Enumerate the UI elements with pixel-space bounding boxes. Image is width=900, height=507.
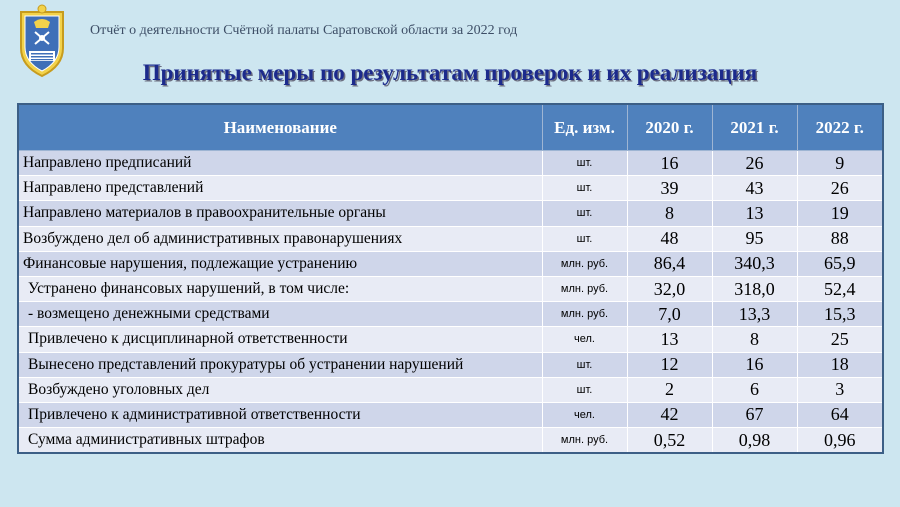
value-2020: 2 <box>627 377 712 402</box>
row-unit: млн. руб. <box>542 276 627 301</box>
table-row <box>18 226 883 251</box>
value-2022: 26 <box>797 176 883 201</box>
row-unit: шт. <box>542 201 627 226</box>
value-2021: 13 <box>712 201 797 226</box>
row-unit: чел. <box>542 327 627 352</box>
value-2022: 25 <box>797 327 883 352</box>
table-row <box>18 251 883 276</box>
row-unit: шт. <box>542 151 627 176</box>
value-2020: 13 <box>627 327 712 352</box>
row-name: Вынесено представлений прокуратуры об устранении нарушений <box>18 352 542 377</box>
table-row <box>18 402 883 427</box>
value-2020: 7,0 <box>627 302 712 327</box>
row-unit: млн. руб. <box>542 428 627 454</box>
row-name: - возмещено денежными средствами <box>18 302 542 327</box>
row-unit: млн. руб. <box>542 251 627 276</box>
table-row <box>18 176 883 201</box>
row-name: Привлечено к дисциплинарной ответственности <box>18 327 542 352</box>
row-unit: шт. <box>542 226 627 251</box>
value-2020: 32,0 <box>627 276 712 301</box>
row-name: Финансовые нарушения, подлежащие устранению <box>18 251 542 276</box>
table-row <box>18 352 883 377</box>
value-2021: 8 <box>712 327 797 352</box>
value-2022: 64 <box>797 402 883 427</box>
value-2022: 15,3 <box>797 302 883 327</box>
value-2021: 43 <box>712 176 797 201</box>
row-unit: шт. <box>542 377 627 402</box>
row-name: Направлено представлений <box>18 176 542 201</box>
value-2020: 16 <box>627 151 712 176</box>
value-2020: 8 <box>627 201 712 226</box>
value-2022: 3 <box>797 377 883 402</box>
row-name: Возбуждено уголовных дел <box>18 377 542 402</box>
value-2022: 19 <box>797 201 883 226</box>
value-2021: 16 <box>712 352 797 377</box>
column-header-2021: 2021 г. <box>712 104 797 151</box>
value-2020: 86,4 <box>627 251 712 276</box>
table-row <box>18 327 883 352</box>
value-2021: 26 <box>712 151 797 176</box>
column-header-unit: Ед. изм. <box>542 104 627 151</box>
row-unit: чел. <box>542 402 627 427</box>
table-row <box>18 377 883 402</box>
column-header-2022: 2022 г. <box>797 104 883 151</box>
table-row <box>18 302 883 327</box>
value-2020: 39 <box>627 176 712 201</box>
table-row <box>18 276 883 301</box>
organization-title: Отчёт о деятельности Счётной палаты Саратовской области за 2022 год <box>90 23 518 38</box>
value-2021: 67 <box>712 402 797 427</box>
row-name: Привлечено к административной ответственности <box>18 402 542 427</box>
row-unit: млн. руб. <box>542 302 627 327</box>
value-2021: 340,3 <box>712 251 797 276</box>
row-unit: шт. <box>542 352 627 377</box>
table-row <box>18 428 883 454</box>
value-2022: 0,96 <box>797 428 883 454</box>
value-2021: 318,0 <box>712 276 797 301</box>
value-2022: 9 <box>797 151 883 176</box>
value-2021: 0,98 <box>712 428 797 454</box>
measures-table <box>17 103 884 454</box>
table-header-row <box>18 104 883 151</box>
table-row <box>18 201 883 226</box>
row-name: Сумма административных штрафов <box>18 428 542 454</box>
row-name: Устранено финансовых нарушений, в том числе: <box>18 276 542 301</box>
column-header-2020: 2020 г. <box>627 104 712 151</box>
value-2022: 88 <box>797 226 883 251</box>
slide-title: Принятые меры по результатам проверок и их реализация <box>142 60 758 85</box>
value-2022: 52,4 <box>797 276 883 301</box>
row-name: Направлено предписаний <box>18 151 542 176</box>
row-name: Направлено материалов в правоохранительные органы <box>18 201 542 226</box>
row-name: Возбуждено дел об административных правонарушениях <box>18 226 542 251</box>
row-unit: шт. <box>542 176 627 201</box>
value-2021: 13,3 <box>712 302 797 327</box>
table-row <box>18 151 883 176</box>
value-2020: 12 <box>627 352 712 377</box>
value-2022: 65,9 <box>797 251 883 276</box>
value-2020: 0,52 <box>627 428 712 454</box>
value-2021: 95 <box>712 226 797 251</box>
value-2020: 48 <box>627 226 712 251</box>
value-2021: 6 <box>712 377 797 402</box>
column-header-name: Наименование <box>18 104 542 151</box>
value-2022: 18 <box>797 352 883 377</box>
value-2020: 42 <box>627 402 712 427</box>
